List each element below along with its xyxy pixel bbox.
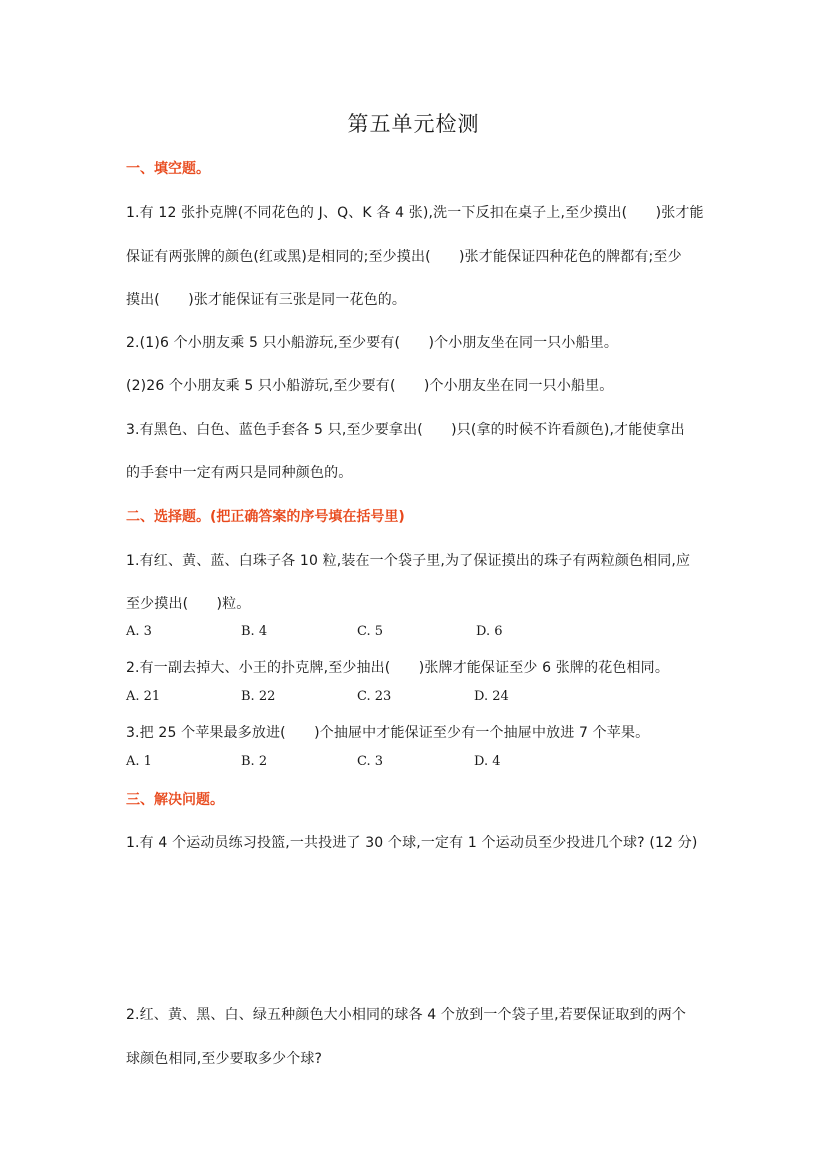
choice-q3-option-c: C. 3 <box>357 754 384 769</box>
section-heading-choice: 二、选择题。(把正确答案的序号填在括号里) <box>126 509 405 525</box>
choice-q2-option-c: C. 23 <box>357 689 392 704</box>
choice-q3-option-a: A. 1 <box>126 754 152 769</box>
choice-q2-option-b: B. 22 <box>241 689 276 704</box>
fill-q1-line-3: 摸出( )张才能保证有三张是同一花色的。 <box>126 292 407 308</box>
fill-q2-part2: (2)26 个小朋友乘 5 只小船游玩,至少要有( )个小朋友坐在同一只小船里。 <box>126 378 614 394</box>
choice-q1-option-b: B. 4 <box>241 624 268 639</box>
choice-q3: 3.把 25 个苹果最多放进( )个抽屉中才能保证至少有一个抽屉中放进 7 个苹果。 <box>126 725 650 741</box>
fill-q1-line-1: 1.有 12 张扑克牌(不同花色的 J、Q、K 各 4 张),洗一下反扣在桌子上,至少摸出( )张才能 <box>126 205 704 221</box>
choice-q2-option-d: D. 24 <box>474 689 509 704</box>
choice-q1-option-d: D. 6 <box>476 624 503 639</box>
choice-q3-option-d: D. 4 <box>474 754 501 769</box>
page-title: 第五单元检测 <box>347 112 480 136</box>
choice-q1-option-c: C. 5 <box>357 624 384 639</box>
solve-q1: 1.有 4 个运动员练习投篮,一共投进了 30 个球,一定有 1 个运动员至少投进几个球? (12 分) <box>126 835 698 851</box>
solve-q2-line-2: 球颜色相同,至少要取多少个球? <box>126 1051 323 1067</box>
fill-q2-part1: 2.(1)6 个小朋友乘 5 只小船游玩,至少要有( )个小朋友坐在同一只小船里。 <box>126 335 619 351</box>
choice-q2: 2.有一副去掉大、小王的扑克牌,至少抽出( )张牌才能保证至少 6 张牌的花色相同。 <box>126 660 669 676</box>
choice-q1-line-1: 1.有红、黄、蓝、白珠子各 10 粒,装在一个袋子里,为了保证摸出的珠子有两粒颜色相同,应 <box>126 553 691 569</box>
solve-q2-line-1: 2.红、黄、黑、白、绿五种颜色大小相同的球各 4 个放到一个袋子里,若要保证取到的两个 <box>126 1007 687 1023</box>
section-heading-solve: 三、解决问题。 <box>126 792 224 808</box>
fill-q1-line-2: 保证有两张牌的颜色(红或黑)是相同的;至少摸出( )张才能保证四种花色的牌都有;至少 <box>126 249 682 265</box>
choice-q1-option-a: A. 3 <box>126 624 152 639</box>
choice-q1-line-2: 至少摸出( )粒。 <box>126 596 251 612</box>
choice-q2-option-a: A. 21 <box>126 689 161 704</box>
choice-q3-option-b: B. 2 <box>241 754 268 769</box>
fill-q3-line-1: 3.有黑色、白色、蓝色手套各 5 只,至少要拿出( )只(拿的时候不许看颜色),才能使拿出 <box>126 422 685 438</box>
fill-q3-line-2: 的手套中一定有两只是同种颜色的。 <box>126 465 353 481</box>
section-heading-fill-blank: 一、填空题。 <box>126 161 210 177</box>
